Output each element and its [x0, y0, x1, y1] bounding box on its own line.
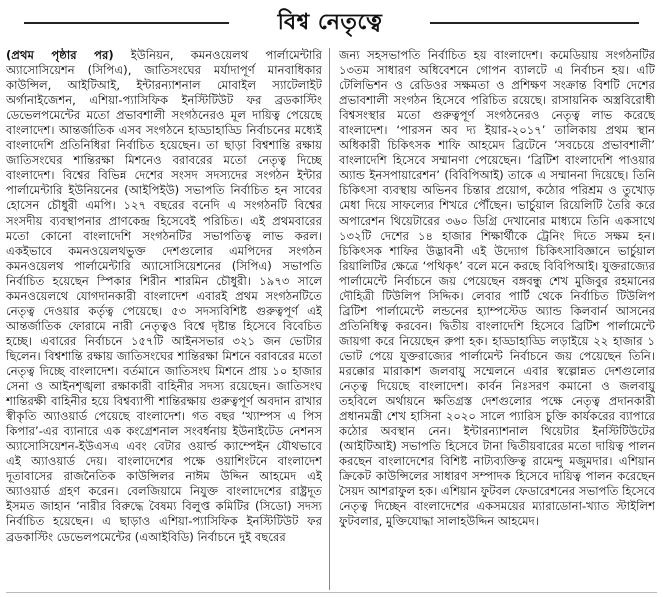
- left-paragraph: [6, 48, 322, 545]
- article-column-left: [6, 48, 322, 590]
- article-title: বিশ্ব নেতৃত্বে: [277, 9, 383, 35]
- header-rule-left: [24, 22, 229, 24]
- title-box: [233, 8, 427, 38]
- article-header: [0, 0, 663, 46]
- right-column-text: জন্য সহসভাপতি নির্বাচিত হয় বাংলাদেশ। কমেডিয়ায় সংগঠনটির ১৩তম সাধারণ অধিবেশনে গোপন ব্যালটে এ নির্বাচন হয়। এটি টেলিভিশন ও রেডিওর সক্ষমতা ও প্রশিক্ষণ সংক্রান্ত বিশটি দেশের প্রভাবশালী সংগঠন হিসেবে পরিচিত রয়েছে। রাসায়নিক অস্ত্রবিরোধী বিশ্বসংস্থার মতো গুরুত্বপূর্ণ সংগঠনেরও নেতৃত্ব লাভ করেছে বাংলাদেশ। ‘পারসন অব দ্য ইয়ার-২০১৭’ তালিকায় প্রথম স্থান অধিকারী চিকিৎসক শাফি আহমেদ ব্রিটেনে ‘সবচেয়ে প্রভাবশালী’ বাংলাদেশি হিসেবে সম্মানণা পেয়েছেন। ‘ব্রিটিশ বাংলাদেশি পাওয়ার অ্যান্ড ইনসপায়ারেশন’ (বিবিপিআই) তাকে এ সম্মাননা দিয়েছে। তিনি চিকিৎসা ব্যবস্থায় অভিনব চিন্তার প্রয়োগ, কঠোর পরিশ্রম ও তুখোড় মেধা দিয়ে সাফল্যের শিখরে পৌঁছেন। ভার্চুয়াল রিয়েলিটি তৈরি করে অপারেশন থিয়েটারের ৩৬০ ডিগ্রি দেখানোর মাধ্যমে তিনি একসাথে ১৩২টি দেশের ১৪ হাজার শিক্ষার্থীকে ট্রেনিং দিতে সক্ষম হন। চিকিৎসক শাফির উদ্ভাবনী এই উদ্যোগ চিকিৎসাবিজ্ঞানে ভার্চুয়াল রিয়ালিটির ক্ষেত্রে ‘পথিকৃৎ’ বলে মনে করছে বিবিপিআই। যুক্তরাজ্যের পার্লামেন্টে নির্বাচনে জয় পেয়েছেন বঙ্গবন্ধু শেখ মুজিবুর রহমানের দৌহিত্রী টিউলিপ সিদ্দিক। লেবার পার্টি থেকে নির্বাচিত টিউলিপ ব্রিটিশ পার্লামেন্টে লন্ডনের হ্যাম্পস্টেড অ্যান্ড কিলবার্ন আসনের প্রতিনিধিত্ব করবেন। দ্বিতীয় বাংলাদেশি হিসেবে ব্রিটিশ পার্লামেন্টে জায়গা করে নিয়েছেন রুপা হক। হাড্ডাহাড্ডি লড়াইয়ে ২২ হাজার ১ ভোট পেয়ে যুক্তরাজ্যের পার্লামেন্ট নির্বাচনে জয় পেয়েছেন তিনি। মরক্কোর মারাকাশ জলবায়ু সম্মেলনে এবার স্বল্পোন্নত দেশগুলোর নেতৃত্ব দিয়েছে বাংলাদেশ। কার্বন নিঃসরণ কমানো ও জলবায়ু তহবিলে অর্থায়নে ক্ষতিগ্রস্ত দেশগুলোর পক্ষে নেতৃত্ব প্রদানকারী প্রধানমন্ত্রী শেখ হাসিনা ২০২০ সালে প্যারিস চুক্তি কার্যকরের ব্যাপারে কঠোর অবস্থান নেন। ইন্টারন্যাশনাল থিয়েটার ইনস্টিটিউটের (আইটিআই) সভাপতি হিসেবে টানা দ্বিতীয়বারের মতো দায়িত্ব পালন করছেন বাংলাদেশের বিশিষ্ট নাট্যব্যক্তিত্ব রামেন্দু মজুমদার। এশিয়ান ক্রিকেট কাউন্সিলের সাধারণ সম্পাদক হিসেবে দায়িত্ব পালন করেছেন সৈয়দ আশরাফুল হক। এশিয়ান ফুটবল ফেডারেশনের সভাপতি হিসেবে নেতৃত্ব দিচ্ছেন বাংলাদেশের একসময়ের ম্যারাডোনা-খ্যাত স্টাইলিশ ফুটবলার, মুক্তিযোদ্ধা সালাহউদ্দিন আহমেদ।: [339, 48, 655, 529]
- column-divider: [329, 48, 330, 590]
- left-column-text: ইউনিয়ন, কমনওয়েলথ পার্লামেন্টারি অ্যাসোসিয়েশন (সিপিএ), জাতিসংঘের মর্যাদাপূর্ণ মানবাধিকার কাউন্সিল, আইটিআই, ইন্টারন্যাশনাল মোবাইল স্যাটেলাইট অর্গানাইজেশন, এশিয়া-প্যাসিফিক ইনস্টিটিউট ফর ব্রডকাস্টিং ডেভেলপমেন্টের মতো প্রভাবশালী সংগঠনেরও মূল দায়িত্ব পেয়েছে বাংলাদেশ। আন্তর্জাতিক এসব সংগঠনে হাড্ডাহাড্ডি নির্বাচনের মধ্যেই বাংলাদেশি প্রতিনিধিরা নির্বাচিত হয়েছেন। তা ছাড়া বিশ্বশান্তি রক্ষায় জাতিসংঘের শান্তিরক্ষা মিশনেও বরাবরের মতো নেতৃত্ব দিচ্ছে বাংলাদেশ। বিশ্বের বিভিন্ন দেশের সংসদ সদস্যদের সংগঠন ইন্টার পার্লামেন্টারি ইউনিয়নের (আইপিইউ) সভাপতি নির্বাচিত হন সাবের হোসেন চৌধুরী এমপি। ১২৭ বছরের বনেদি এ সংগঠনটি বিশ্বের সংসদীয় ব্যবস্থাপনার প্রাণকেন্দ্র হিসেবেই পরিচিত। এই প্রথমবারের মতো কোনো বাংলাদেশি সংগঠনটির সভাপতিত্ব লাভ করল। একইভাবে কমনওয়েলথভুক্ত দেশগুলোর এমপিদের সংগঠন কমনওয়েলথ পার্লামেন্টারি অ্যাসোসিয়েশনের (সিপিএ) সভাপতি নির্বাচিত হয়েছেন স্পিকার শিরীন শারমিন চৌধুরী। ১৯৭৩ সালে কমনওয়েলথে যোগদানকারী বাংলাদেশ এবারই প্রথম সংগঠনটিতে নেতৃত্ব দেওয়ার কর্তৃত্ব পেয়েছে। ৫৩ সদস্যবিশিষ্ট গুরুত্বপূর্ণ এই আন্তর্জাতিক ফোরামে নারী নেতৃত্বও বিশ্বে দৃষ্টান্ত হিসেবে বিবেচিত হচ্ছে। এবারের নির্বাচনে ১৫৭টি আইনসভার ৩২১ জন ভোটার ছিলেন। বিশ্বশান্তি রক্ষায় জাতিসংঘের শান্তিরক্ষা মিশনে বরাবরের মতো নেতৃত্ব দিচ্ছে বাংলাদেশ। বর্তমানে জাতিসংঘ মিশনে প্রায় ১০ হাজার সেনা ও আইনশৃঙ্খলা রক্ষাকারী বাহিনীর সদস্য রয়েছেন। জাতিসংঘ শান্তিরক্ষী বাহিনীর হয়ে বিশ্বব্যাপী শান্তিরক্ষায় গুরুত্বপূর্ণ অবদান রাখার স্বীকৃতি অ্যাওয়ার্ড পেয়েছে বাংলাদেশ। গত বছর ‘খ্যাম্পস এ পিস কিপার’-এর ব্যানারে এক কংগ্রেশনাল সংবর্ধনায় ইউনাইটেড নেশনস অ্যাসোসিয়েশন-ইউএসএ এবং বেটার ওয়ার্ল্ড ক্যাম্পেইন যৌথভাবে এই অ্যাওয়ার্ড দেয়। বাংলাদেশের পক্ষে ওয়াশিংটনে বাংলাদেশ দূতাবাসের রাজনৈতিক কাউন্সিলর নাঈম উদ্দিন আহমেদ এই অ্যাওয়ার্ড গ্রহণ করেন। বেলজিয়ামে নিযুক্ত বাংলাদেশের রাষ্ট্রদূত ইসমত জাহান ‘নারীর বিরুদ্ধে বৈষম্য বিলুপ্ত কমিটির (সিডো) সদস্য নির্বাচিত হয়েছেন। এ ছাড়াও এশিয়া-প্যাসিফিক ইনস্টিটিউট ফর ব্রডকাস্টিং ডেভেলপমেন্টের (এআইবিডি) নির্বাচনে দুই বছরের: [6, 48, 322, 544]
- header-rule-right: [430, 22, 639, 24]
- bottom-divider: [6, 592, 657, 593]
- continuation-marker: (প্রথম পৃষ্ঠার পর): [6, 48, 114, 62]
- article-column-right: [339, 48, 655, 590]
